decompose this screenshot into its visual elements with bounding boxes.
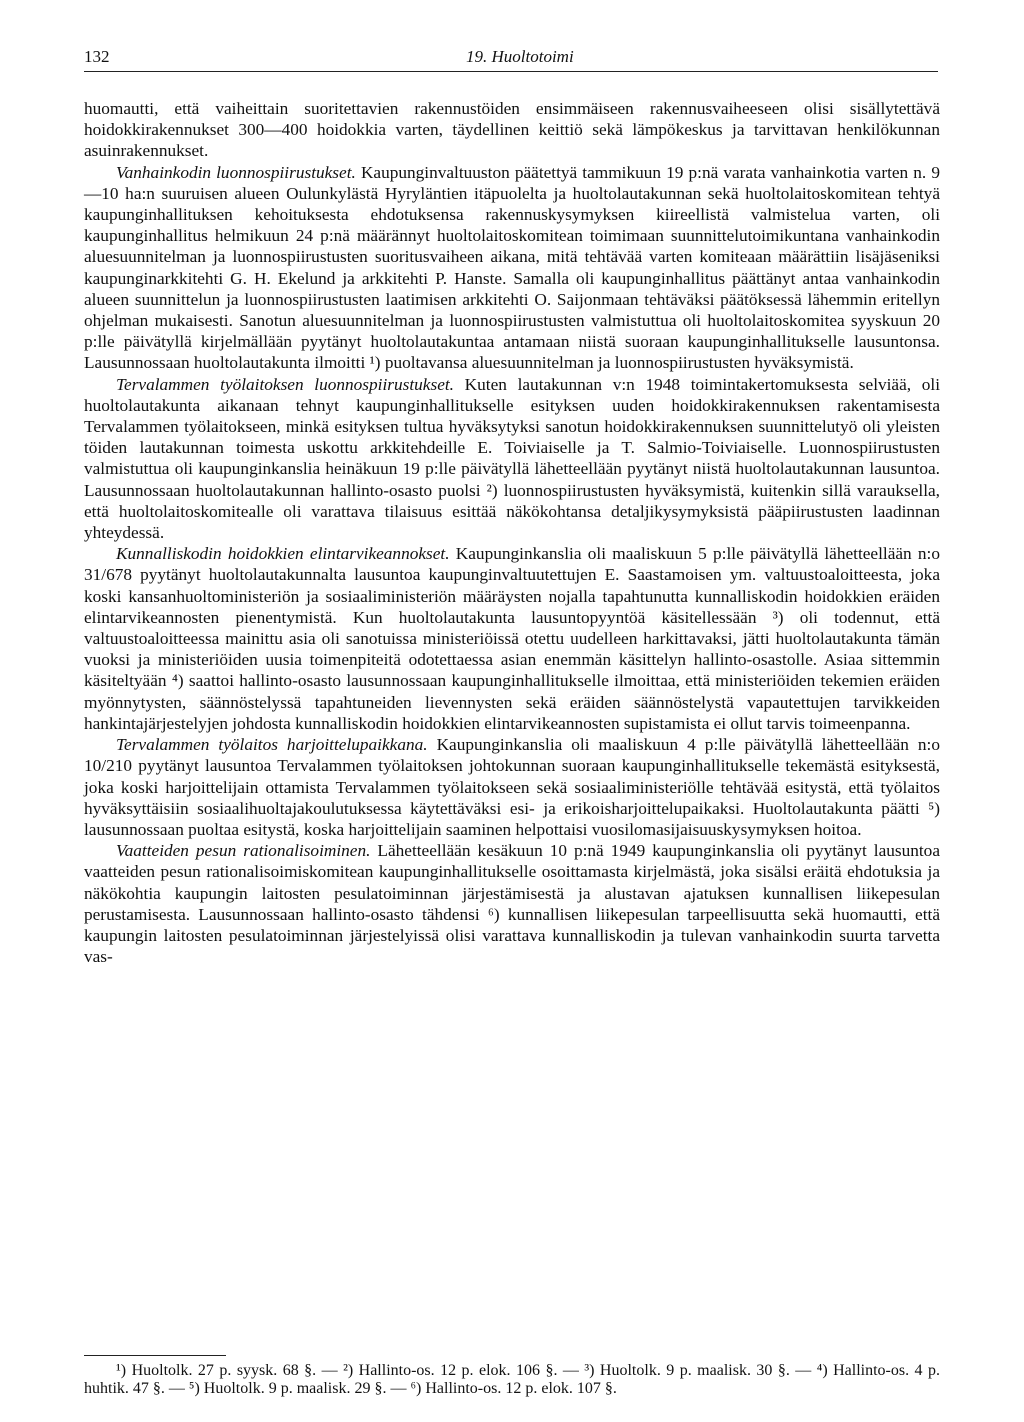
paragraph (84, 374, 940, 544)
section-heading: Vaatteiden pesun rationalisoiminen. (116, 841, 371, 861)
paragraph (84, 734, 940, 840)
section-heading: Kunnalliskodin hoidokkien elintarvikeannokset. (116, 544, 450, 564)
section-heading: Tervalammen työlaitos harjoittelupaikkana. (116, 735, 428, 755)
header-rule (84, 71, 938, 72)
section-heading: Tervalammen työlaitoksen luonnospiirustukset. (116, 374, 454, 394)
paragraph (84, 543, 940, 734)
running-head: 19. Huoltotoimi (466, 47, 574, 66)
paragraph-text: Kaupunginkanslia oli maaliskuun 5 p:lle päivätyllä lähetteellään n:o 31/678 pyytänyt huoltolautakunnalta lausuntoa kaupunginvaltuutettujen E. Saastamoisen ym. valtuustoaloitteesta, joka koski kansanhuoltoministeriön ja sosiaaliministeriön määräysten nojalla tapahtunutta kunnalliskodin hoidokkien eräiden elintarvikeannosten pienentymistä. Kun huoltolautakunta lausuntopyyntöä käsitellessään ³) oli todennut, että valtuustoaloitteessa mainittu asia oli sanotuissa ministeriöissä otettu uudelleen harkittavaksi, jätti huoltolautakunta tämän vuoksi ja ministeriöiden uusia toimenpiteitä odotettaessa asian enemmän käsittelyn hallinto-osastolle. Asiaa sittemmin käsiteltyään ⁴) saattoi hallinto-osasto lausunnossaan kaupunginhallitukselle ilmoittaa, että ministeriöiden tekemien eräiden myönnytysten, säännöstelyssä tapahtuneiden lievennysten sekä eräiden säännöstelystä vapautettujen tarvikkeiden hankintajärjestelyjen johdosta kunnalliskodin hoidokkien elintarvikeannosten supistamista ei ollut tarvis toimeenpanna. (84, 544, 940, 733)
page-number: 132 (84, 47, 110, 66)
body-text (84, 98, 940, 967)
paragraph-text: Kaupunginkanslia oli maaliskuun 4 p:lle päivätyllä lähetteellään n:o 10/210 pyytänyt lausuntoa Tervalammen työlaitoksen johtokunnan suoraan kaupunginhallitukselle tekemästä esityksestä, joka koski harjoittelijain ottamista Tervalammen työlaitokseen sekä sosiaaliministeriölle tehtävää esitystä, että työlaitos hyväksyttäisiin sosiaalihuoltajakoulutuksessa käytettäväksi esi- ja erikoisharjoittelupaikaksi. Huoltolautakunta päätti ⁵) lausunnossaan puoltaa esitystä, koska harjoittelijain saaminen helpottaisi vuosilomasijaisuuskysymyksen hoitoa. (84, 735, 940, 839)
paragraph (84, 840, 940, 967)
paragraph-text: huomautti, että vaiheittain suoritettavien rakennustöiden ensimmäiseen rakennusvaiheeseen olisi sisällytettävä hoidokkirakennukset 300—400 hoidokkia varten, täydellinen keittiö sekä lämpökeskus ja tarvittavan henkilökunnan asuinrakennukset. (84, 99, 940, 161)
section-heading: Vanhainkodin luonnospiirustukset. (116, 162, 356, 182)
paragraph-text: Kaupunginvaltuuston päätettyä tammikuun 19 p:nä varata vanhainkotia varten n. 9—10 ha:n suuruisen alueen Oulunkylästä Hyryläntien itäpuolelta ja huoltolautakunnan sekä huoltolaitoskomitean tehtyä kaupunginhallituksen kehoituksesta ehdotuksensa rakennuskysymyksen kiireellistä valmistelua varten, oli kaupunginhallitus helmikuun 24 p:nä määrännyt huoltolaitoskomitean toimimaan suunnittelutoimikuntana vanhainkodin aluesuunnitelman ja luonnospiirustusten suoritusvaiheen aikana, mitä tehtävää varten komiteaan määrättiin lisäjäseniksi kaupunginarkkitehti G. H. Ekelund ja arkkitehti P. Hanste. Samalla oli kaupunginhallitus päättänyt antaa vanhainkodin alueen suunnittelun ja luonnospiirustusten laatimisen arkkitehti O. Saijonmaan tehtäväksi päätöksessä lähemmin eritellyn ohjelman mukaisesti. Sanotun aluesuunnitelman ja luonnospiirustusten valmistuttua oli huoltolaitoskomitea syyskuun 20 p:lle päivätyllä kirjelmällään pyytänyt huoltolautakuntaa antamaan niistä suoraan kaupunginhallitukselle lausuntonsa. Lausunnossaan huoltolautakunta ilmoitti ¹) puoltavansa aluesuunnitelman ja luonnospiirustusten hyväksymistä. (84, 162, 940, 373)
page-header (84, 47, 938, 69)
paragraph (84, 98, 940, 162)
footnotes: ¹) Huoltolk. 27 p. syysk. 68 §. — ²) Hallinto-os. 12 p. elok. 106 §. — ³) Huoltolk. 9 p. maalisk. 30 §. — ⁴) Hallinto-os. 4 p. huhtik. 47 §. — ⁵) Huoltolk. 9 p. maalisk. 29 §. — ⁶) Hallinto-os. 12 p. elok. 107 §. (84, 1362, 940, 1397)
paragraph-text: Lähetteellään kesäkuun 10 p:nä 1949 kaupunginkanslia oli pyytänyt lausuntoa vaatteiden pesun rationalisoimiskomitean kaupunginhallitukselle osoittamasta kirjelmästä, joka sisälsi eräitä ehdotuksia ja näkökohtia kaupungin laitosten pesulatoiminnan järjestämisestä ja alustavan ajatuksen kunnallisen liikepesulan perustamisesta. Lausunnossaan hallinto-osasto tähdensi ⁶) kunnallisen liikepesulan tarpeellisuutta sekä huomautti, että kaupungin laitosten pesulatoiminnan järjestelyissä olisi varattava kunnalliskodin ja tulevan vanhainkodin suurta tarvetta vas- (84, 841, 940, 967)
paragraph (84, 162, 940, 374)
footnote-rule (84, 1355, 226, 1356)
paragraph-text: Kuten lautakunnan v:n 1948 toimintakertomuksesta selviää, oli huoltolautakunta aikanaan tehnyt kaupunginhallitukselle esityksen uuden hoidokkirakennuksen rakentamisesta Tervalammen työlaitokseen, minkä esityksen tultua hyväksytyksi sanotun hoidokkirakennuksen suunnittelutyö oli yleisten töiden lautakunnan toimesta uskottu arkkitehdeille E. Toiviaiselle ja T. Salmio-Toiviaiselle. Luonnospiirustusten valmistuttua oli kaupunginkanslia heinäkuun 19 p:lle päivätyllä lähetteellään pyytänyt niistä huoltolautakunnan lausuntoa. Lausunnossaan huoltolautakunnan hallinto-osasto puolsi ²) luonnospiirustusten hyväksymistä, kuitenkin sillä varauksella, että huoltolaitoskomitealle oli varattava tilaisuus esittää näkökohtansa detaljikysymyksistä pääpiirustusten laadinnan yhteydessä. (84, 374, 941, 543)
